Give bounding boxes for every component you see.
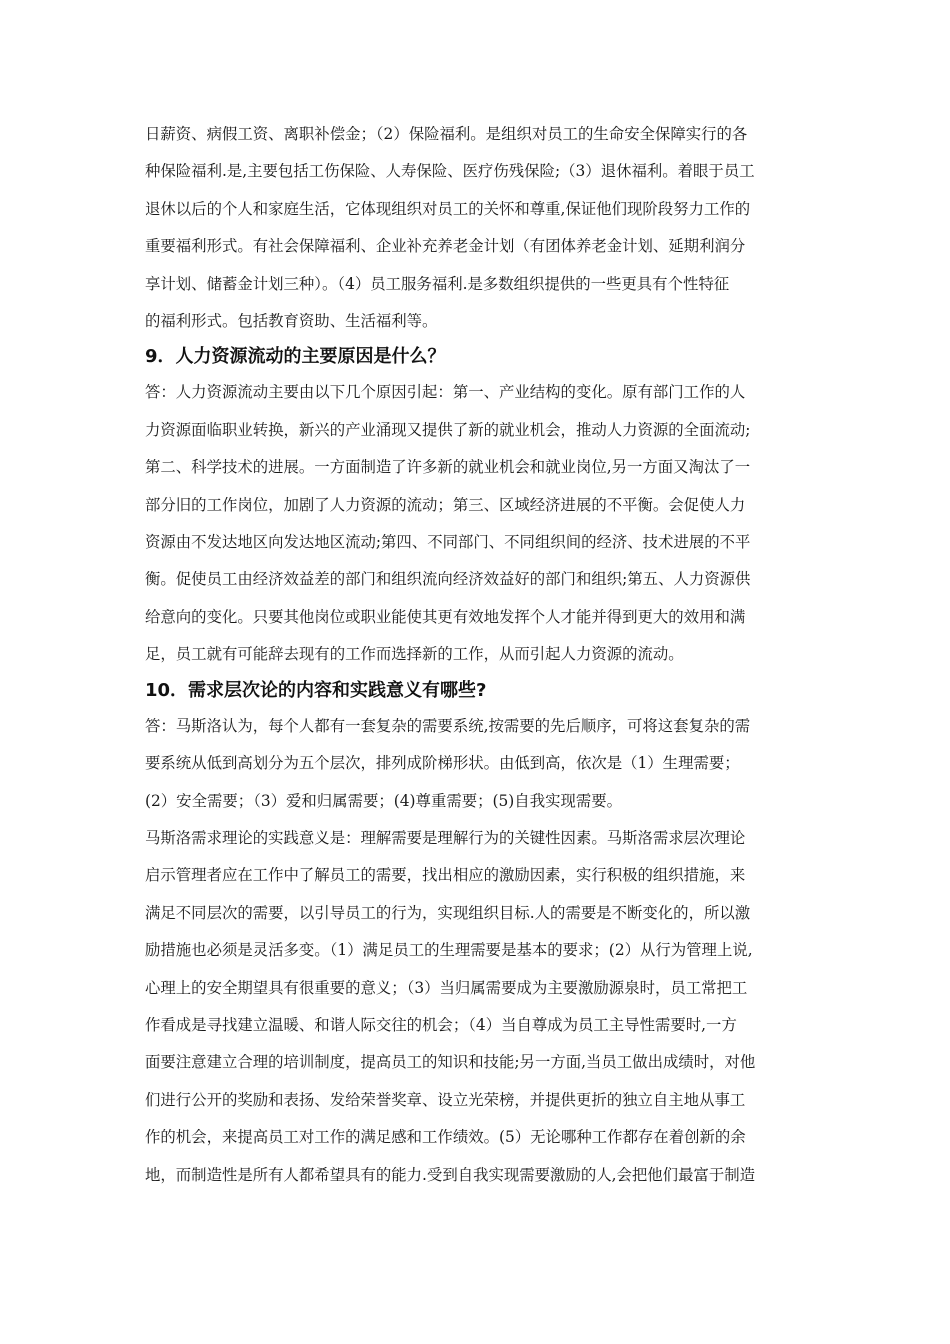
text-line: 重要福利形式。有社会保障福利、企业补充养老金计划（有团体养老金计划、延期利润分 <box>145 237 746 256</box>
answer-paragraph-10-significance <box>145 820 810 1194</box>
text-line: 作的机会，来提高员工对工作的满足感和工作绩效。(5）无论哪种工作都存在着创新的余 <box>145 1128 746 1147</box>
text-line: 力资源面临职业转换，新兴的产业涌现又提供了新的就业机会，推动人力资源的全面流动; <box>145 420 751 439</box>
question-heading-9: 9．人力资源流动的主要原因是什么？ <box>145 346 446 368</box>
text-line: 享计划、储蓄金计划三种）。（4）员工服务福利.是多数组织提供的一些更具有个性特征 <box>145 274 730 293</box>
text-line: 们进行公开的奖励和表扬、发给荣誉奖章、设立光荣榜，并提供更折的独立自主地从事工 <box>145 1090 746 1109</box>
text-line: 种保险福利.是,主要包括工伤保险、人寿保险、医疗伤残保险;（3）退休福利。着眼于员工 <box>145 162 755 181</box>
text-line: 心理上的安全期望具有很重要的意义；（3）当归属需要成为主要激励源泉时，员工常把工 <box>145 978 748 997</box>
text-line: 要系统从低到高划分为五个层次，排列成阶梯形状。由低到高，依次是（1）生理需要； <box>145 754 740 773</box>
paragraph-welfare-types <box>145 116 810 340</box>
text-line: 地，而制造性是所有人都希望具有的能力.受到自我实现需要激励的人,会把他们最富于制造 <box>145 1165 756 1184</box>
text-line: 足，员工就有可能辞去现有的工作而选择新的工作，从而引起人力资源的流动。 <box>145 645 684 664</box>
text-line: 给意向的变化。只要其他岗位或职业能使其更有效地发挥个人才能并得到更大的效用和满 <box>145 607 746 626</box>
text-line: 退休以后的个人和家庭生活，它体现组织对员工的关怀和尊重,保证他们现阶段努力工作的 <box>145 199 751 218</box>
question-heading-10: 10．需求层次论的内容和实践意义有哪些? <box>145 679 487 701</box>
text-line: 马斯洛需求理论的实践意义是：理解需要是理解行为的关键性因素。马斯洛需求层次理论 <box>145 828 746 847</box>
text-line: 答：马斯洛认为，每个人都有一套复杂的需要系统,按需要的先后顺序，可将这套复杂的需 <box>145 716 751 735</box>
text-line: 资源由不发达地区向发达地区流动;第四、不同部门、不同组织间的经济、技术进展的不平 <box>145 533 751 552</box>
text-line: 部分旧的工作岗位，加剧了人力资源的流动；第三、区域经济进展的不平衡。会促使人力 <box>145 495 746 514</box>
text-line: (2）安全需要；（3）爱和归属需要；(4)尊重需要；(5)自我实现需要。 <box>145 791 623 810</box>
text-line: 满足不同层次的需要，以引导员工的行为，实现组织目标.人的需要是不断变化的，所以激 <box>145 903 751 922</box>
text-line: 励措施也必须是灵活多变。（1）满足员工的生理需要是基本的要求；(2）从行为管理上说, <box>145 941 753 960</box>
text-line: 作看成是寻找建立温暖、和谐人际交往的机会；（4）当自尊成为员工主导性需要时,一方 <box>145 1015 737 1034</box>
text-line: 日薪资、病假工资、离职补偿金；（2）保险福利。是组织对员工的生命安全保障实行的各 <box>145 125 748 143</box>
text-line: 的福利形式。包括教育资助、生活福利等。 <box>145 312 438 331</box>
text-line: 第二、科学技术的进展。一方面制造了许多新的就业机会和就业岗位,另一方面又淘汰了一 <box>145 458 751 477</box>
answer-paragraph-9 <box>145 374 810 673</box>
document-page <box>145 116 810 1194</box>
text-line: 衡。促使员工由经济效益差的部门和组织流向经济效益好的部门和组织;第五、人力资源供 <box>145 570 751 589</box>
text-line: 面要注意建立合理的培训制度，提高员工的知识和技能;另一方面,当员工做出成绩时，对他 <box>145 1053 756 1072</box>
text-line: 答：人力资源流动主要由以下几个原因引起：第一、产业结构的变化。原有部门工作的人 <box>145 383 746 402</box>
answer-paragraph-10-content <box>145 708 810 820</box>
text-line: 启示管理者应在工作中了解员工的需要，找出相应的激励因素，实行积极的组织措施，来 <box>145 866 746 885</box>
